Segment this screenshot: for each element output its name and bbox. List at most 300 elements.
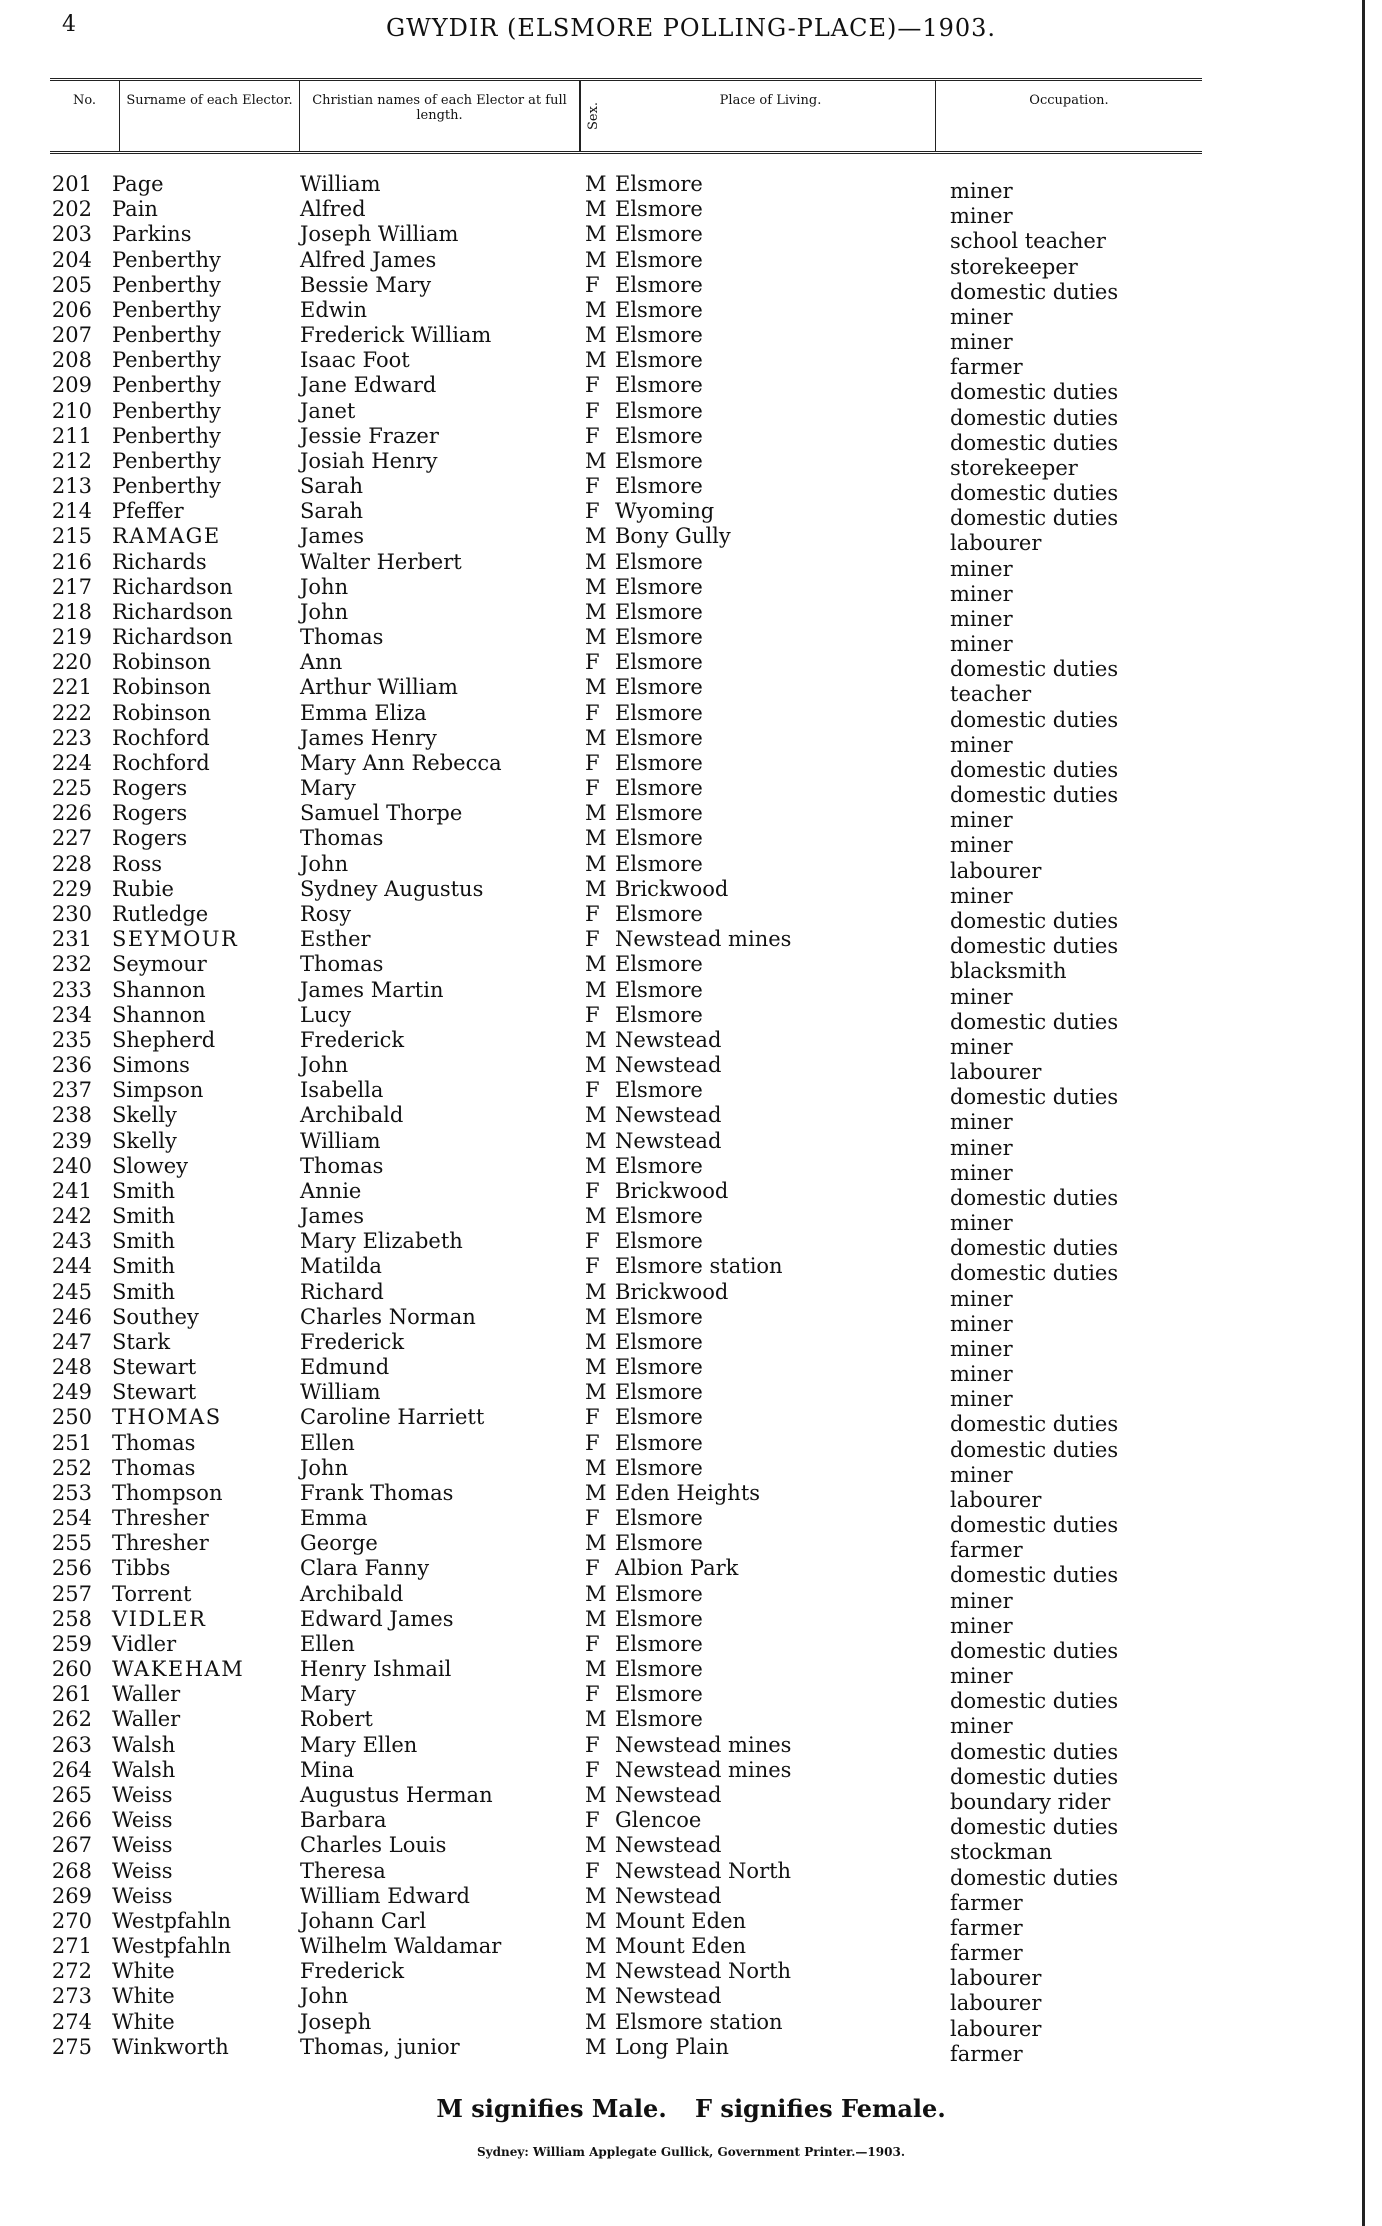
- elector-place-of-living: Elsmore: [615, 1380, 703, 1405]
- elector-christian-names: Mary Elizabeth: [300, 1229, 463, 1254]
- elector-surname: Slowey: [112, 1153, 189, 1178]
- elector-number: 232: [51, 952, 92, 977]
- elector-number: 273: [51, 1984, 92, 2009]
- elector-surname: Page: [112, 172, 164, 196]
- header-no: No.: [50, 81, 120, 151]
- table-row: [0, 172, 1382, 203]
- table-row: [0, 1254, 1382, 1286]
- elector-place-of-living: Newstead: [615, 1128, 722, 1153]
- elector-place-of-living: Elsmore station: [615, 1254, 783, 1279]
- table-row: [0, 1430, 1382, 1462]
- elector-christian-names: Thomas, junior: [300, 2034, 460, 2059]
- elector-sex: M: [585, 952, 607, 977]
- elector-place-of-living: Elsmore: [615, 776, 703, 801]
- elector-place-of-living: Eden Heights: [615, 1480, 761, 1505]
- elector-christian-names: John: [300, 574, 349, 599]
- elector-surname: Penberthy: [112, 448, 221, 473]
- elector-christian-names: William: [300, 172, 381, 196]
- elector-surname: Penberthy: [112, 373, 221, 398]
- table-row: [0, 1455, 1382, 1487]
- elector-number: 233: [51, 977, 92, 1002]
- elector-number: 274: [51, 2009, 92, 2034]
- elector-number: 259: [51, 1631, 92, 1656]
- elector-occupation: miner: [950, 1110, 1013, 1135]
- elector-christian-names: Emma Eliza: [300, 700, 427, 725]
- elector-place-of-living: Newstead: [615, 1027, 722, 1052]
- elector-occupation: domestic duties: [950, 1085, 1119, 1110]
- table-row: [0, 952, 1382, 984]
- elector-number: 243: [51, 1229, 92, 1254]
- elector-place-of-living: Elsmore: [615, 323, 703, 348]
- elector-occupation: miner: [950, 1613, 1013, 1638]
- elector-christian-names: Edward James: [300, 1606, 454, 1631]
- elector-occupation: domestic duties: [950, 1437, 1119, 1462]
- elector-place-of-living: Elsmore: [615, 1078, 703, 1103]
- elector-surname: Pfeffer: [112, 499, 184, 524]
- elector-occupation: domestic duties: [950, 1739, 1119, 1764]
- elector-occupation: domestic duties: [950, 1185, 1119, 1210]
- elector-number: 252: [51, 1455, 92, 1480]
- elector-surname: Thresher: [112, 1506, 209, 1531]
- elector-place-of-living: Elsmore: [615, 1631, 703, 1656]
- elector-sex: M: [585, 1783, 607, 1807]
- elector-sex: M: [585, 524, 607, 549]
- elector-christian-names: Edwin: [300, 297, 367, 322]
- elector-place-of-living: Elsmore: [615, 448, 703, 473]
- elector-number: 217: [51, 574, 92, 599]
- elector-number: 212: [51, 448, 92, 473]
- elector-place-of-living: Elsmore: [615, 373, 703, 398]
- elector-surname: Penberthy: [112, 297, 221, 322]
- elector-place-of-living: Elsmore: [615, 272, 703, 297]
- elector-sex: M: [585, 297, 607, 322]
- elector-sex: M: [585, 222, 607, 247]
- table-row: [0, 1883, 1382, 1915]
- elector-number: 249: [51, 1380, 92, 1405]
- elector-place-of-living: Elsmore: [615, 1657, 703, 1682]
- elector-place-of-living: Glencoe: [615, 1808, 702, 1833]
- elector-number: 215: [51, 524, 92, 549]
- elector-sex: M: [585, 1984, 607, 2009]
- elector-sex: M: [585, 1380, 607, 1405]
- elector-number: 245: [51, 1279, 92, 1304]
- elector-number: 269: [51, 1883, 92, 1908]
- elector-occupation: domestic duties: [950, 757, 1119, 782]
- table-row: [0, 1027, 1382, 1059]
- elector-place-of-living: Elsmore: [615, 1606, 703, 1631]
- elector-surname: Shepherd: [112, 1027, 216, 1052]
- elector-number: 214: [51, 499, 92, 524]
- elector-occupation: blacksmith: [950, 959, 1067, 984]
- elector-occupation: domestic duties: [950, 1009, 1119, 1034]
- elector-place-of-living: Newstead: [615, 1833, 722, 1858]
- table-row: [0, 1581, 1382, 1613]
- elector-christian-names: Samuel Thorpe: [300, 801, 463, 826]
- table-row: [0, 876, 1382, 908]
- elector-surname: Walsh: [112, 1757, 176, 1782]
- elector-sex: M: [585, 1455, 607, 1480]
- elector-surname: Southey: [112, 1304, 199, 1329]
- elector-occupation: labourer: [950, 858, 1042, 883]
- table-row: [0, 851, 1382, 883]
- table-row: [0, 1329, 1382, 1361]
- elector-occupation: miner: [950, 1286, 1013, 1311]
- elector-christian-names: John: [300, 851, 349, 876]
- elector-place-of-living: Elsmore: [615, 197, 703, 222]
- elector-christian-names: Janet: [300, 398, 356, 423]
- elector-sex: M: [585, 1103, 607, 1128]
- table-row: [0, 625, 1382, 657]
- elector-number: 235: [51, 1027, 92, 1052]
- elector-occupation: miner: [950, 1387, 1013, 1412]
- elector-place-of-living: Elsmore: [615, 599, 703, 624]
- elector-christian-names: Joseph William: [300, 222, 459, 247]
- elector-surname: Seymour: [112, 952, 207, 977]
- elector-christian-names: Mina: [300, 1757, 355, 1782]
- elector-place-of-living: Elsmore: [615, 675, 703, 700]
- elector-sex: F: [585, 1430, 600, 1455]
- elector-number: 255: [51, 1531, 92, 1556]
- table-row: [0, 1178, 1382, 1210]
- elector-sex: M: [585, 323, 607, 348]
- elector-number: 244: [51, 1254, 92, 1279]
- elector-place-of-living: Newstead: [615, 1883, 722, 1908]
- elector-surname: Penberthy: [112, 323, 221, 348]
- table-row: [0, 1783, 1382, 1814]
- elector-number: 230: [51, 901, 92, 926]
- table-row: [0, 1682, 1382, 1714]
- elector-occupation: domestic duties: [950, 657, 1119, 682]
- elector-place-of-living: Elsmore: [615, 1405, 703, 1430]
- elector-number: 223: [51, 725, 92, 750]
- elector-surname: Vidler: [112, 1631, 177, 1656]
- elector-surname: Thomas: [112, 1455, 196, 1480]
- table-row: [0, 1631, 1382, 1663]
- elector-occupation: domestic duties: [950, 934, 1119, 959]
- elector-sex: M: [585, 675, 607, 700]
- elector-number: 247: [51, 1329, 92, 1354]
- elector-surname: Richards: [112, 549, 207, 574]
- elector-surname: Westpfahln: [112, 1934, 232, 1959]
- elector-occupation: domestic duties: [950, 380, 1119, 405]
- elector-sex: M: [585, 1355, 607, 1380]
- elector-sex: M: [585, 1959, 607, 1984]
- elector-sex: M: [585, 197, 607, 222]
- elector-christian-names: Emma: [300, 1506, 368, 1531]
- elector-place-of-living: Elsmore: [615, 851, 703, 876]
- legend-male: M signifies Male.: [436, 2094, 667, 2123]
- elector-surname: Weiss: [112, 1783, 173, 1807]
- elector-christian-names: Frederick: [300, 1027, 405, 1052]
- elector-number: 241: [51, 1178, 92, 1203]
- elector-number: 224: [51, 750, 92, 775]
- table-row: [0, 574, 1382, 606]
- elector-sex: F: [585, 1631, 600, 1656]
- elector-number: 240: [51, 1153, 92, 1178]
- table-row: [0, 801, 1382, 833]
- elector-christian-names: Alfred James: [300, 247, 437, 272]
- elector-sex: M: [585, 1153, 607, 1178]
- elector-sex: F: [585, 1858, 600, 1883]
- elector-christian-names: Edmund: [300, 1355, 390, 1380]
- elector-occupation: domestic duties: [950, 1689, 1119, 1714]
- elector-sex: M: [585, 1606, 607, 1631]
- elector-christian-names: Rosy: [300, 901, 352, 926]
- table-row: [0, 1480, 1382, 1512]
- elector-number: 201: [51, 172, 92, 196]
- table-row: [0, 247, 1382, 279]
- elector-occupation: miner: [950, 304, 1013, 329]
- elector-place-of-living: Elsmore: [615, 1506, 703, 1531]
- elector-place-of-living: Elsmore: [615, 474, 703, 499]
- elector-sex: M: [585, 1279, 607, 1304]
- elector-number: 220: [51, 650, 92, 675]
- table-row: [0, 776, 1382, 808]
- elector-sex: F: [585, 650, 600, 675]
- elector-sex: M: [585, 1657, 607, 1682]
- elector-place-of-living: Elsmore: [615, 1229, 703, 1254]
- elector-place-of-living: Elsmore: [615, 1455, 703, 1480]
- header-occupation: Occupation.: [1029, 93, 1109, 108]
- elector-surname: Smith: [112, 1229, 175, 1254]
- elector-occupation: farmer: [950, 1915, 1023, 1940]
- elector-surname: Thomas: [112, 1430, 196, 1455]
- elector-number: 225: [51, 776, 92, 801]
- elector-number: 270: [51, 1908, 92, 1933]
- elector-christian-names: Mary: [300, 1682, 356, 1707]
- elector-number: 261: [51, 1682, 92, 1707]
- table-row: [0, 549, 1382, 581]
- elector-place-of-living: Elsmore: [615, 901, 703, 926]
- elector-surname: Robinson: [112, 700, 212, 725]
- elector-place-of-living: Elsmore: [615, 625, 703, 650]
- elector-occupation: miner: [950, 1362, 1013, 1387]
- elector-christian-names: Ellen: [300, 1430, 355, 1455]
- elector-place-of-living: Bony Gully: [615, 524, 731, 549]
- elector-christian-names: Ellen: [300, 1631, 355, 1656]
- elector-sex: M: [585, 1833, 607, 1858]
- elector-christian-names: Charles Norman: [300, 1304, 476, 1329]
- elector-christian-names: Josiah Henry: [300, 448, 438, 473]
- elector-surname: Parkins: [112, 222, 192, 247]
- elector-surname: Stark: [112, 1329, 171, 1354]
- table-row: [0, 398, 1382, 430]
- elector-number: 260: [51, 1657, 92, 1682]
- elector-christian-names: George: [300, 1531, 378, 1556]
- elector-christian-names: Joseph: [300, 2009, 372, 2034]
- table-row: [0, 927, 1382, 959]
- table-row: [0, 650, 1382, 682]
- elector-surname: Weiss: [112, 1883, 173, 1908]
- elector-christian-names: Jane Edward: [300, 373, 437, 398]
- elector-sex: F: [585, 750, 600, 775]
- elector-sex: F: [585, 1506, 600, 1531]
- elector-christian-names: Mary Ann Rebecca: [300, 750, 502, 775]
- elector-christian-names: Sydney Augustus: [300, 876, 484, 901]
- elector-occupation: labourer: [950, 1991, 1042, 2016]
- table-row: [0, 1153, 1382, 1185]
- elector-sex: M: [585, 876, 607, 901]
- elector-place-of-living: Elsmore: [615, 222, 703, 247]
- elector-place-of-living: Elsmore: [615, 172, 703, 196]
- table-row: [0, 1053, 1382, 1085]
- elector-occupation: farmer: [950, 1941, 1023, 1966]
- elector-christian-names: Frederick William: [300, 323, 492, 348]
- elector-surname: Shannon: [112, 977, 206, 1002]
- elector-christian-names: Mary Ellen: [300, 1732, 418, 1757]
- table-row: [0, 1229, 1382, 1261]
- elector-occupation: miner: [950, 732, 1013, 757]
- table-row: [0, 1908, 1382, 1940]
- elector-place-of-living: Brickwood: [615, 1279, 729, 1304]
- table-row: [0, 1380, 1382, 1412]
- table-row: [0, 1279, 1382, 1311]
- elector-surname: Skelly: [112, 1103, 177, 1128]
- elector-christian-names: Thomas: [300, 826, 384, 851]
- elector-sex: M: [585, 549, 607, 574]
- elector-number: 238: [51, 1103, 92, 1128]
- elector-occupation: domestic duties: [950, 707, 1119, 732]
- elector-sex: M: [585, 1883, 607, 1908]
- elector-christian-names: Frederick: [300, 1329, 405, 1354]
- elector-occupation: boundary rider: [950, 1790, 1111, 1814]
- elector-place-of-living: Elsmore: [615, 725, 703, 750]
- elector-occupation: school teacher: [950, 229, 1106, 254]
- elector-number: 209: [51, 373, 92, 398]
- elector-place-of-living: Elsmore: [615, 952, 703, 977]
- elector-surname: Stewart: [112, 1355, 197, 1380]
- elector-sex: F: [585, 1078, 600, 1103]
- elector-surname: Walsh: [112, 1732, 176, 1757]
- elector-occupation: domestic duties: [950, 279, 1119, 304]
- elector-surname: Smith: [112, 1254, 175, 1279]
- elector-occupation: domestic duties: [950, 1236, 1119, 1261]
- elector-number: 251: [51, 1430, 92, 1455]
- elector-christian-names: James: [300, 1204, 365, 1229]
- elector-christian-names: Alfred: [300, 197, 366, 222]
- elector-occupation: domestic duties: [950, 506, 1119, 531]
- elector-occupation: domestic duties: [950, 1261, 1119, 1286]
- table-row: [0, 474, 1382, 506]
- elector-list: [0, 172, 1382, 2066]
- elector-number: 226: [51, 801, 92, 826]
- elector-number: 267: [51, 1833, 92, 1858]
- elector-sex: F: [585, 1757, 600, 1782]
- elector-surname: SEYMOUR: [112, 927, 239, 952]
- elector-place-of-living: Mount Eden: [615, 1908, 747, 1933]
- elector-occupation: miner: [950, 581, 1013, 606]
- elector-occupation: labourer: [950, 531, 1042, 556]
- elector-surname: Penberthy: [112, 247, 221, 272]
- table-row: [0, 826, 1382, 858]
- elector-surname: Rubie: [112, 876, 174, 901]
- elector-number: 219: [51, 625, 92, 650]
- elector-occupation: teacher: [950, 682, 1032, 707]
- legend-female: F signifies Female.: [695, 2094, 946, 2123]
- elector-christian-names: Walter Herbert: [300, 549, 462, 574]
- elector-sex: M: [585, 2034, 607, 2059]
- elector-number: 263: [51, 1732, 92, 1757]
- table-row: [0, 524, 1382, 556]
- elector-number: 246: [51, 1304, 92, 1329]
- elector-surname: WAKEHAM: [112, 1657, 245, 1682]
- elector-christian-names: Isaac Foot: [300, 348, 410, 373]
- elector-sex: F: [585, 1556, 600, 1581]
- table-row: [0, 1405, 1382, 1437]
- elector-sex: F: [585, 423, 600, 448]
- elector-surname: Shannon: [112, 1002, 206, 1027]
- elector-surname: Simpson: [112, 1078, 204, 1103]
- elector-christian-names: William: [300, 1380, 381, 1405]
- elector-number: 206: [51, 297, 92, 322]
- elector-place-of-living: Mount Eden: [615, 1934, 747, 1959]
- elector-sex: M: [585, 1329, 607, 1354]
- elector-christian-names: Caroline Harriett: [300, 1405, 485, 1430]
- elector-surname: Rogers: [112, 801, 188, 826]
- elector-surname: Smith: [112, 1204, 175, 1229]
- elector-sex: M: [585, 448, 607, 473]
- table-row: [0, 297, 1382, 329]
- elector-place-of-living: Elsmore: [615, 423, 703, 448]
- elector-sex: M: [585, 826, 607, 851]
- elector-occupation: storekeeper: [950, 254, 1078, 279]
- elector-occupation: miner: [950, 1311, 1013, 1336]
- header-surname: Surname of each Elector.: [120, 81, 300, 151]
- elector-place-of-living: Elsmore: [615, 247, 703, 272]
- elector-occupation: domestic duties: [950, 405, 1119, 430]
- elector-occupation: domestic duties: [950, 481, 1119, 506]
- elector-place-of-living: Elsmore: [615, 801, 703, 826]
- table-row: [0, 1858, 1382, 1890]
- elector-occupation: domestic duties: [950, 783, 1119, 808]
- elector-christian-names: Jessie Frazer: [300, 423, 439, 448]
- elector-surname: Smith: [112, 1178, 175, 1203]
- elector-christian-names: Clara Fanny: [300, 1556, 430, 1581]
- elector-place-of-living: Long Plain: [615, 2034, 729, 2059]
- elector-christian-names: John: [300, 1455, 349, 1480]
- elector-number: 231: [51, 927, 92, 952]
- elector-christian-names: Arthur William: [300, 675, 458, 700]
- elector-christian-names: John: [300, 599, 349, 624]
- table-row: [0, 1934, 1382, 1966]
- elector-number: 208: [51, 348, 92, 373]
- elector-christian-names: Isabella: [300, 1078, 384, 1103]
- elector-place-of-living: Elsmore: [615, 1531, 703, 1556]
- elector-occupation: miner: [950, 204, 1013, 229]
- elector-christian-names: James: [300, 524, 365, 549]
- table-row: [0, 1606, 1382, 1638]
- elector-occupation: domestic duties: [950, 1764, 1119, 1789]
- elector-number: 275: [51, 2034, 92, 2059]
- table-row: [0, 977, 1382, 1009]
- elector-sex: M: [585, 574, 607, 599]
- elector-number: 228: [51, 851, 92, 876]
- elector-christian-names: John: [300, 1053, 349, 1078]
- elector-sex: M: [585, 247, 607, 272]
- elector-sex: F: [585, 474, 600, 499]
- table-row: [0, 272, 1382, 304]
- elector-sex: M: [585, 1204, 607, 1229]
- elector-occupation: domestic duties: [950, 1638, 1119, 1663]
- elector-sex: M: [585, 1304, 607, 1329]
- elector-place-of-living: Newstead: [615, 1103, 722, 1128]
- elector-number: 207: [51, 323, 92, 348]
- elector-surname: Rochford: [112, 750, 210, 775]
- elector-occupation: farmer: [950, 1538, 1023, 1563]
- elector-occupation: miner: [950, 1588, 1013, 1613]
- elector-christian-names: Annie: [300, 1178, 362, 1203]
- elector-number: 204: [51, 247, 92, 272]
